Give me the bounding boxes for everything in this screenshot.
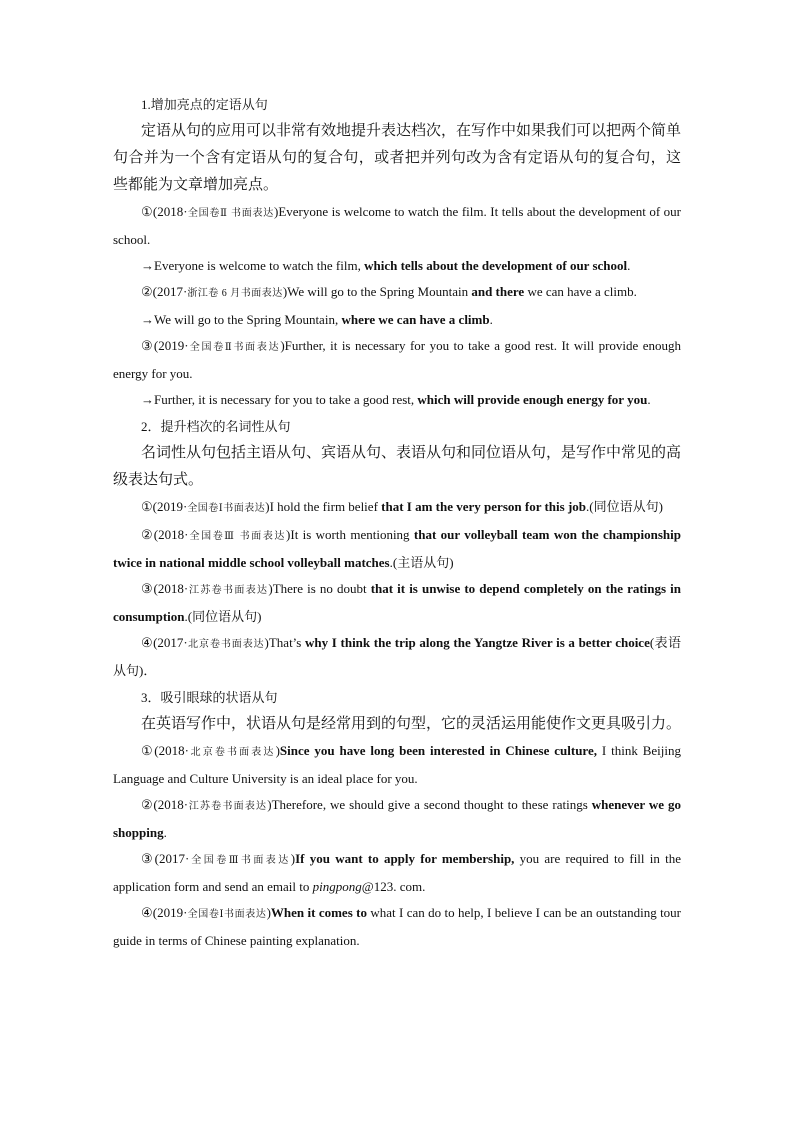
source-label: 浙江卷 6 月书面表达 bbox=[187, 288, 283, 299]
document-page bbox=[113, 91, 681, 954]
section2-heading: 2．提升档次的名词性从句 bbox=[141, 419, 291, 434]
section1-answer2: →We will go to the Spring Mountain, where we can have a climb. bbox=[141, 312, 493, 327]
section2-example3: ③(2018·江苏卷书面表达)There is no doubt that it is unwise to depend completely on the ratings in consumption.(同位语从句) bbox=[113, 581, 682, 624]
source-label: 北京卷书面表达 bbox=[187, 639, 265, 650]
source-label: 全国卷Ⅱ书面表达 bbox=[188, 342, 281, 353]
section3-example2: ②(2018·江苏卷书面表达)Therefore, we should give a second thought to these ratings whenever we go shopping. bbox=[113, 797, 681, 840]
section2-intro: 名词性从句包括主语从句、宾语从句、表语从句和同位语从句，是写作中常见的高级表达句式。 bbox=[113, 445, 682, 488]
source-label: 江苏卷书面表达 bbox=[188, 585, 269, 596]
section1-intro: 定语从句的应用可以非常有效地提升表达档次，在写作中如果我们可以把两个简单句合并为一个含有定语从句的复合句，或者把并列句改为含有定语从句的复合句，这些都能为文章增加亮点。 bbox=[113, 123, 682, 193]
section3-example1: ①(2018·北京卷书面表达)Since you have long been interested in Chinese culture, I think Beijing Language and Culture University is an ideal place for you. bbox=[113, 743, 681, 786]
source-label: 全国卷Ⅰ书面表达 bbox=[187, 909, 267, 920]
source-label: 全国卷Ⅲ书面表达 bbox=[189, 855, 291, 866]
section1-example1: ①(2018·全国卷Ⅱ 书面表达)Everyone is welcome to watch the film. It tells about the development of our school. bbox=[113, 204, 682, 247]
source-label: 全国卷Ⅱ 书面表达 bbox=[187, 208, 274, 219]
section3-example3: ③(2017·全国卷Ⅲ书面表达)If you want to apply for membership, you are required to fill in the application form and send an email to pingpong@123. com. bbox=[113, 851, 681, 894]
section1-answer3: →Further, it is necessary for you to take a good rest, which will provide enough energy for you. bbox=[141, 392, 651, 407]
section3-heading: 3．吸引眼球的状语从句 bbox=[141, 690, 278, 705]
source-label: 全国卷Ⅲ 书面表达 bbox=[188, 531, 287, 542]
section2-example4: ④(2017·北京卷书面表达)That’s why I think the trip along the Yangtze River is a better choice(表语从句)． bbox=[113, 635, 682, 678]
section3-intro: 在英语写作中，状语从句是经常用到的句型，它的灵活运用能使作文更具吸引力。 bbox=[141, 716, 682, 732]
source-label: 全国卷Ⅰ书面表达 bbox=[187, 503, 266, 514]
section1-heading: 1.增加亮点的定语从句 bbox=[141, 97, 268, 112]
section1-example2: ②(2017·浙江卷 6 月书面表达)We will go to the Spring Mountain and there we can have a climb. bbox=[141, 284, 637, 299]
source-label: 北京卷书面表达 bbox=[188, 747, 276, 758]
section1-example3: ③(2019·全国卷Ⅱ书面表达)Further, it is necessary for you to take a good rest. It will provide enough energy for you. bbox=[113, 338, 682, 381]
section2-example1: ①(2019·全国卷Ⅰ书面表达)I hold the firm belief that I am the very person for this job.(同位语从句) bbox=[141, 499, 663, 514]
section2-example2: ②(2018·全国卷Ⅲ 书面表达)It is worth mentioning that our volleyball team won the championship twice in national middle school volleyball matches.(主语从句) bbox=[113, 527, 681, 570]
section3-example4: ④(2019·全国卷Ⅰ书面表达)When it comes to what I can do to help, I believe I can be an outstanding tour guide in terms of Chinese painting explanation. bbox=[113, 905, 682, 948]
section1-answer1: →Everyone is welcome to watch the film, which tells about the development of our school. bbox=[141, 258, 631, 273]
source-label: 江苏卷书面表达 bbox=[188, 801, 268, 812]
